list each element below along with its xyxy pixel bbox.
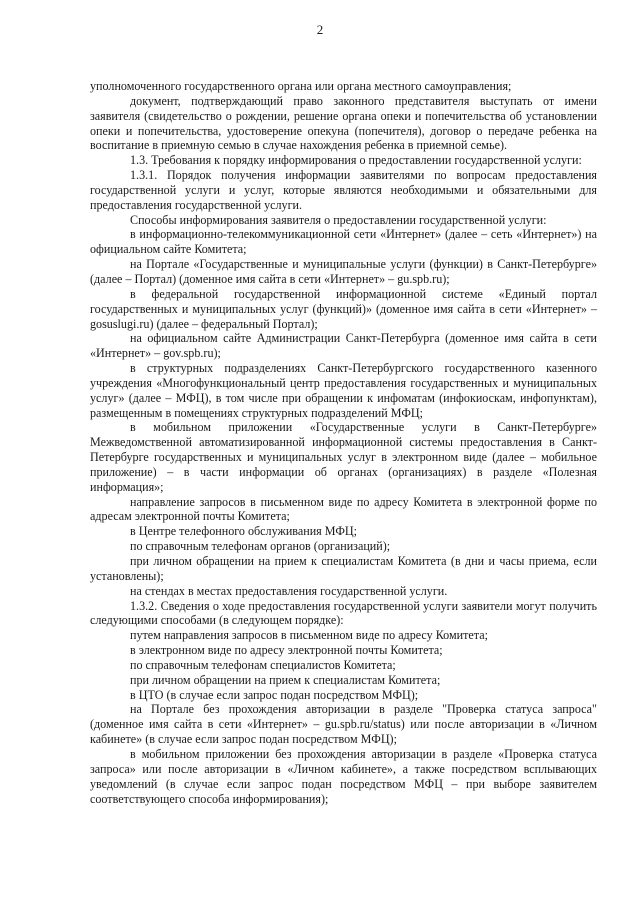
page-number: 2: [316, 22, 324, 37]
paragraph: в Центре телефонного обслуживания МФЦ;: [130, 524, 357, 539]
paragraph: в электронном виде по адресу электронной почты Комитета;: [130, 643, 443, 658]
paragraph: Способы информирования заявителя о предоставлении государственной услуги:: [130, 212, 547, 227]
paragraph: на Портале «Государственные и муниципальные услуги (функции) в Санкт-Петербурге» (далее – Портал) (доменное имя сайта в сети «Интернет» – gu.spb.ru);: [90, 257, 597, 286]
paragraph: в ЦТО (в случае если запрос подан посредством МФЦ);: [130, 687, 419, 702]
paragraph: в мобильном приложении без прохождения авторизации в разделе «Проверка статуса запроса» или после авторизации в «Личном кабинете», а также посредством всплывающих уведомлений (в случае если запрос подан посредством МФЦ – при выборе заявителем соответствующего способа информирования);: [90, 746, 597, 806]
paragraph: в мобильном приложении «Государственные услуги в Санкт-Петербурге» Межведомственной автоматизированной информационной системы предоставления в Санкт-Петербурге государственных и муниципальных услуг в электронном виде (далее – мобильное приложение) – в части информации об органах (организациях) в разделе «Полезная информация»;: [90, 420, 597, 494]
paragraph: 1.3.1. Порядок получения информации заявителями по вопросам предоставления государственной услуги и услуг, которые являются необходимыми и обязательными для предоставления государственной услуги.: [90, 168, 597, 212]
paragraph: на стендах в местах предоставления государственной услуги.: [130, 583, 448, 598]
paragraph: по справочным телефонам специалистов Комитета;: [130, 657, 396, 672]
paragraph: путем направления запросов в письменном виде по адресу Комитета;: [130, 628, 488, 643]
paragraph: в информационно-телекоммуникационной сети «Интернет» (далее – сеть «Интернет») на официальном сайте Комитета;: [90, 227, 597, 257]
paragraph: в федеральной государственной информационной системе «Единый портал государственных и муниципальных услуг (функций)» (доменное имя сайта в сети «Интернет» – gosuslugi.ru) (далее – федеральный Портал);: [90, 286, 597, 331]
paragraph: в структурных подразделениях Санкт-Петербургского государственного казенного учреждения «Многофункциональный центр предоставления государственных и муниципальных услуг» (далее – МФЦ), в том числе при обращении к инфоматам (инфокиоскам, инфопунктам), размещенным в помещениях структурных подразделений МФЦ;: [90, 361, 597, 420]
paragraph: при личном обращении на прием к специалистам Комитета (в дни и часы приема, если установлены);: [90, 554, 597, 583]
paragraph: на Портале без прохождения авторизации в разделе "Проверка статуса запроса" (доменное имя сайта в сети «Интернет» – gu.spb.ru/status) или после авторизации в «Личном кабинете» (в случае если запрос подан посредством МФЦ);: [90, 702, 597, 747]
paragraph: направление запросов в письменном виде по адресу Комитета в электронной форме по адресам электронной почты Комитета;: [90, 494, 597, 524]
paragraph: 1.3.2. Сведения о ходе предоставления государственной услуги заявители могут получить следующими способами (в следующем порядке):: [90, 598, 597, 628]
paragraph: 1.3. Требования к порядку информирования о предоставлении государственной услуги:: [130, 153, 582, 168]
paragraph: на официальном сайте Администрации Санкт-Петербурга (доменное имя сайта в сети «Интернет» – gov.spb.ru);: [90, 331, 597, 361]
document-body: [90, 79, 597, 806]
paragraph: уполномоченного государственного органа или органа местного самоуправления;: [90, 79, 512, 93]
paragraph: при личном обращении на прием к специалистам Комитета;: [130, 672, 441, 687]
paragraph: документ, подтверждающий право законного представителя выступать от имени заявителя (свидетельство о рождении, решение органа опеки и попечительства об установлении опеки и попечительства, удостоверение опекуна (попечителя), договор о передаче ребенка на воспитание в приемную семью в случае нахождения ребенка в приемной семье).: [90, 93, 597, 153]
paragraph: по справочным телефонам органов (организаций);: [130, 539, 391, 554]
